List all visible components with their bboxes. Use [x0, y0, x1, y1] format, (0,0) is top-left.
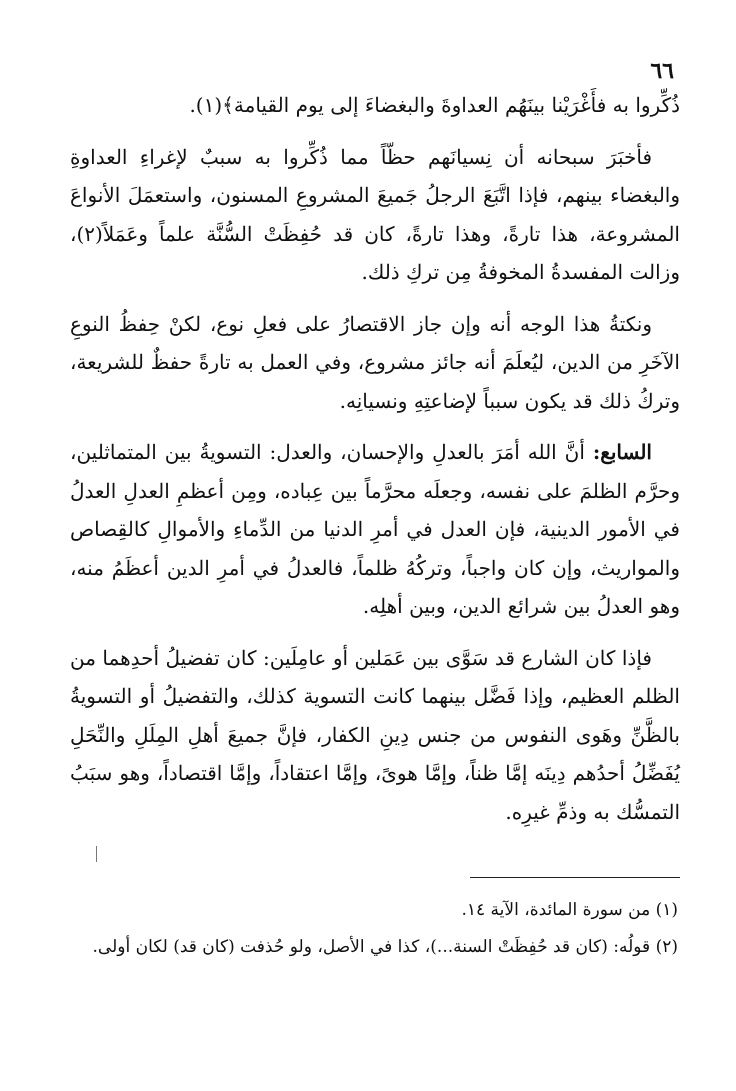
- footnote-2: (٢) قولُه: (كان قد حُفِظَتْ السنة...)، كذا في الأصل، ولو حُذفت (كان قد) لكان أولى.: [92, 937, 678, 957]
- paragraph-subtlety: ونكتةُ هذا الوجه أنه وإن جاز الاقتصارُ على فعلِ نوع، لكنْ حِفظُ النوعِ الآخَرِ من الدين، ليُعلَمَ أنه جائز مشروع، وفي العمل به تارةً حفظٌ للشريعة، وتركُ ذلك قد يكون سبباً لإضاعتِهِ ونسيانِه.: [70, 311, 680, 413]
- paragraph-seventh: [70, 433, 680, 626]
- stray-mark: [96, 846, 97, 862]
- footnote-separator: [470, 877, 680, 878]
- section-heading: السابع:: [592, 440, 652, 464]
- page-number: ٦٦: [650, 58, 674, 84]
- paragraph-quran-end: ذُكِّروا به فأَغْرَيْنا بينَهُم العداوةَ والبغضاءَ إلى يوم القيامة﴾(١).: [189, 93, 680, 117]
- paragraph-legislator: فإذا كان الشارع قد سَوَّى بين عَمَلين أو عامِلَين: كان تفضيلُ أحدِهما من الظلم العظيم، وإذا فَضَّل بينهما كانت التسوية كذلك، والتفضيلُ أو التسويةُ بالظَّنِّ وهَوى النفوس من جنس دِينِ الكفار، فإنَّ جميعَ أهلِ المِلَلِ والنِّحَلِ يُفَضِّلُ أحدُهم دِينَه إمَّا ظناً، وإمَّا هوىً، وإمَّا اعتقاداً، وإمَّا اقتصاداً، وهو سبَبُ التمسُّك به وذمِّ غيرِه.: [70, 645, 680, 824]
- paragraph-forgetting: فأخبَرَ سبحانه أن نِسيانَهم حظّاً مما ذُكِّروا به سببٌ لإغراءِ العداوةِ والبغضاء بينهم، فإذا اتَّبَعَ الرجلُ جَميعَ المشروعِ المسنون، واستعمَلَ الأنواعَ المشروعة، هذا تارةً، وهذا تارةً، كان قد حُفِظَتْ السُّنَّة علماً وعَمَلاً(٢)، وزالت المفسدةُ المخوفةُ مِن تركِ ذلك.: [70, 144, 680, 284]
- footnotes: [70, 892, 678, 966]
- section-text: أنَّ الله أمَرَ بالعدلِ والإحسان، والعدل: التسويةُ بين المتماثلين، وحرَّم الظلمَ على نفسه، وجعلَه محرَّماً بين عِباده، ومِن أعظمِ العدلِ العدلُ في الأمور الدينية، فإن العدل في أمرِ الدنيا من الدِّماءِ والأموالِ كالقِصاص والمواريث، وإن كان واجباً، وتركُهُ ظلماً، فالعدلُ في أمرِ الدين أعظَمُ منه، وهو العدلُ بين شرائع الدين، وبين أهلِه.: [70, 440, 680, 618]
- footnote-1: (١) من سورة المائدة، الآية ١٤.: [461, 900, 678, 920]
- page-body: [70, 50, 680, 844]
